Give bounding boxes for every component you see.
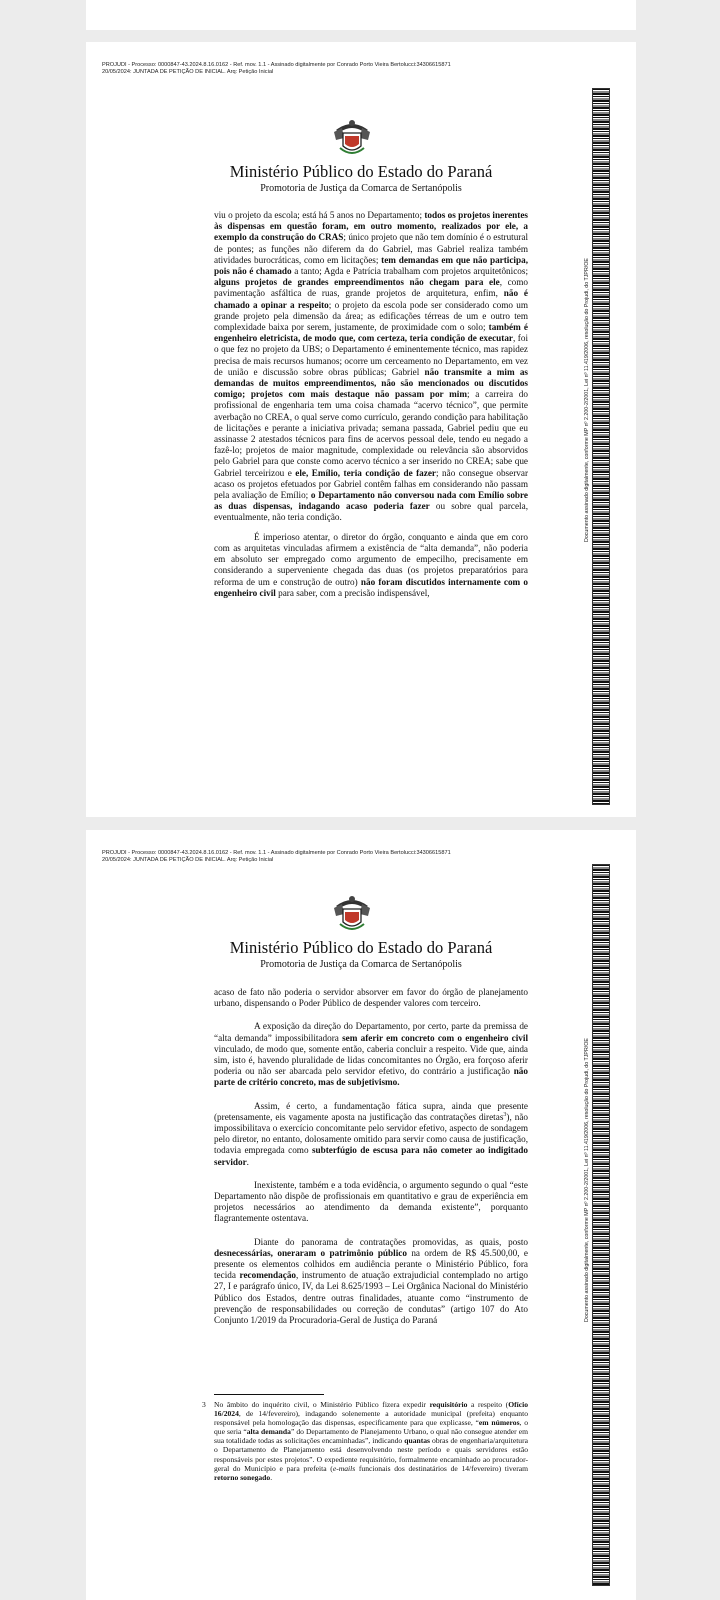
text-run: requisitório — [429, 1400, 468, 1409]
projudi-header-line1: PROJUDI - Processo: 0000847-43.2024.8.16.0162 - Ref. mov. 1.1 - Assinado digitalmente por Conrado Porto Vieira Bertolucci:34306615871 — [102, 62, 451, 68]
text-run: Assim, é certo, a fundamentação fática supra, ainda que presente (pretensamente, eis vagamente aposta na justificação das contratações diretas — [214, 1100, 528, 1122]
projudi-header-line2: 20/05/2024: JUNTADA DE PETIÇÃO DE INICIAL. Arq: Petição Inicial — [102, 857, 274, 863]
text-run: não transmite a mim as demandas de muitos empreendimentos, não são mencionados ou discutidos comigo; projetos com mais destaque não passam por mim — [214, 366, 528, 400]
footnote-number: 3 — [202, 1400, 206, 1409]
parana-crest-icon — [332, 892, 372, 936]
org-subtitle: Promotoria de Justiça da Comarca de Sertanópolis — [260, 959, 462, 970]
org-subtitle: Promotoria de Justiça da Comarca de Sertanópolis — [260, 183, 462, 194]
stamp-line1: Documento assinado digitalmente, conforme MP nº 2.200-2/2001, Lei nº 11.419/2006, resolução do Projudi, do TJPR/OE — [584, 258, 590, 542]
text-run: ; o projeto da escola pode ser considerado como um grande projeto pela dimensão da área; as edificações térreas de um e outro tem complexidade baixa por serem, justamente, de proximidade com o solo; — [214, 299, 528, 333]
barcode-strip — [592, 864, 610, 1586]
text-run: É imperioso atentar, o diretor do órgão, conquanto e ainda que em coro com as arquitetas vinculadas afirmem a existência de “alta demanda”, não poderia em absoluto ser empregado como argumento de empecilho, precisamente em considerando a superveniente chegada das duas (os projetos preparatórios para reforma de um e construção de outro) — [214, 531, 528, 587]
text-run: quantas — [404, 1436, 430, 1446]
text-run: e-mails — [332, 1463, 356, 1473]
org-title: Ministério Público do Estado do Paraná — [229, 938, 493, 957]
text-run: em números — [478, 1418, 520, 1428]
text-run: subterfúgio de escusa para não cometer ao indigitado servidor — [214, 1145, 528, 1167]
text-run: alta demanda — [246, 1427, 291, 1437]
text-run: também é engenheiro eletricista, de modo que, com certeza, teria condição de executar — [214, 322, 528, 344]
text-run: obras de engenharia/arquitetura o Departamento de Planejamento está desenvolvendo neste período e quais servidores estão responsáveis por estes projetos”. O expediente requisitório, formalmente encaminhado ao procurador-geral do Município e para prefeita ( — [214, 1436, 528, 1473]
document-page-2 — [86, 830, 636, 1600]
body-paragraph — [214, 1237, 528, 1327]
stamp-line1: Documento assinado digitalmente, conforme MP nº 2.200-2/2001, Lei nº 11.419/2006, resolução do Projudi, do TJPR/OE — [584, 1038, 590, 1322]
text-run: acaso de fato não poderia o servidor absorver em favor do órgão de planejamento urbano, dispensando o Poder Público de despender valores com terceiro. — [214, 987, 528, 1009]
footnote — [202, 1400, 529, 1482]
page-body — [214, 987, 528, 1334]
text-run: a respeito ( — [467, 1400, 509, 1409]
parana-crest-icon — [332, 116, 372, 160]
barcode-strip — [592, 88, 610, 805]
text-run: viu o projeto da escola; está há 5 anos no Departamento; — [214, 210, 425, 220]
text-run: tem demandas em que não participa, pois não é chamado — [214, 254, 528, 277]
body-paragraph — [214, 210, 528, 524]
body-paragraph — [214, 532, 528, 599]
text-run: ” do Departamento de Planejamento Urbano, o qual não consegue atender em sua totalidade todas as solicitações encaminhadas”, indicando — [214, 1427, 529, 1446]
text-run: retorno sonegado — [214, 1472, 271, 1482]
text-run: A exposição da direção do Departamento, por certo, parte da premissa de “alta demanda” impossibilitadora — [214, 1021, 528, 1043]
text-run: para saber, com a precisão indispensável, — [275, 587, 430, 598]
text-run: todos os projetos inerentes às dispensas em questão foram, em outro momento, realizados por ele, a exemplo da construção do CRAS — [214, 210, 528, 243]
text-run: não é chamado a opinar a respeito — [214, 288, 529, 310]
text-run: vinculado, de modo que, somente então, caberia concluir a respeito. Vide que, ainda sim, isto é, havendo pluralidade de lidas concomitantes no Órgão, era forçoso aferir poderia ou não ser abarcada pelo servidor efetivo, do contrário a justificação — [214, 1043, 528, 1077]
text-run: o Departamento não conversou nada com Emílio sobre as duas dispensas, indagando acaso poderia fazer — [214, 490, 529, 512]
text-run: não foram discutidos internamente com o engenheiro civil — [214, 576, 528, 598]
text-run: a tanto; Agda e Patrícia trabalham com projetos arquitetônicos; — [291, 266, 528, 277]
footnote-text — [214, 1400, 528, 1482]
previous-page-bottom — [86, 0, 636, 30]
document-page-1 — [86, 42, 636, 817]
text-run: sem aferir em concreto com o engenheiro civil — [342, 1032, 528, 1043]
body-paragraph — [214, 987, 528, 1009]
text-run: ou sobre qual parcela, eventualmente, não teria condição. — [214, 501, 528, 523]
text-run: ), não impossibilitava o exercício concomitante pelo servidor efetivo, aspecto de sondagem pelo diretor, no entanto, dolosamente omitido para servir como causa de justificação, todavia empregada como — [214, 1111, 529, 1156]
text-run: alguns projetos de grandes empreendimentos não chegam para ele — [214, 277, 500, 288]
footnote-ref: 3 — [503, 1111, 507, 1118]
text-run: Diante do panorama de contratações promovidas, as quais, posto — [254, 1236, 528, 1247]
text-run: ele, Emílio, teria condição de fazer — [295, 467, 437, 478]
projudi-header-line2: 20/05/2024: JUNTADA DE PETIÇÃO DE INICIAL. Arq: Petição Inicial — [102, 69, 274, 75]
body-paragraph — [214, 1101, 528, 1168]
text-run: , instrumento de atuação extrajudicial contemplado no artigo 27, I e parágrafo único, IV, da Lei 8.625/1993 – Lei Orgânica Nacional do Ministério Público dos Estados, dentre outras finalidades, atuante como “instrumento de prevenção de responsabilidades ou correção de condutas” (artigo 107 do Ato Conjunto 1/2019 da Procuradoria-Geral de Justiça do Paraná — [214, 1270, 529, 1326]
text-run: recomendação — [239, 1270, 297, 1281]
text-run: Ofício 16/2024 — [214, 1400, 529, 1419]
text-run: na ordem de R$ 45.500,00, e presente os elementos colhidos em audiência perante o Ministério Público, fora tecida — [214, 1247, 528, 1281]
text-run: ; a carreira do profissional de engenharia tem uma coisa chamada “acervo técnico”, que permite averbação no CREA, o qual serve como currículo, gerando condição para habilitação de licitações e perante a iniciativa privada; semana passada, Gabriel pediu que eu assinasse 2 atestados técnicos para fins de acervos pessoal dele, tendo eu negado a fazê-lo; projetos de maior magnitude, complexidade ou relevância são absorvidos pelo Gabriel para que conste como acervo técnico a ser inserido no CREA; sabe que Gabriel terceirizou e — [214, 389, 528, 478]
page-body — [214, 210, 528, 607]
projudi-header — [102, 62, 572, 76]
text-run: . — [246, 1156, 249, 1167]
text-run: ; não consegue observar acaso os projetos efetuados por Gabriel contêm falhas em considerando não passam pela avaliação de Emílio; — [214, 467, 529, 501]
text-run: Inexistente, também e a toda evidência, o argumento segundo o qual “este Departamento não dispõe de profissionais em quantitativo e grau de experiência em projetos necessários ao atendimento da demanda existente”, porquanto flagrantemente ostentava. — [214, 1179, 528, 1224]
text-run: , o que seria “ — [214, 1418, 529, 1437]
text-run: funcionais dos destinatários de 14/fevereiro) tiveram — [355, 1463, 529, 1473]
body-paragraph — [214, 1021, 528, 1088]
body-paragraph — [214, 1180, 528, 1225]
projudi-header-line1: PROJUDI - Processo: 0000847-43.2024.8.16.0162 - Ref. mov. 1.1 - Assinado digitalmente por Conrado Porto Vieira Bertolucci:34306615871 — [102, 850, 451, 856]
text-run: , foi o que fez no projeto da UBS; o Departamento é eminentemente técnico, mas rapidez precisa de mais recursos humanos; ocorre um cerceamento no Departamento, em vez de união e discussão sobre obras públicas; Gabriel — [214, 333, 528, 377]
text-run: No âmbito do inquérito civil, o Ministério Público fizera expedir — [214, 1400, 430, 1409]
text-run: . — [270, 1472, 273, 1482]
footnote-separator — [214, 1394, 324, 1395]
text-run: desnecessárias, oneraram o patrimônio público — [214, 1247, 407, 1258]
text-run: não parte de critério concreto, mas de subjetivismo. — [214, 1066, 528, 1088]
text-run: , de 14/fevereiro), indagando solenemente a autoridade municipal (prefeita) enquanto responsável pela homologação das dispensas, especificamente para que explicasse, “ — [214, 1409, 528, 1428]
projudi-header — [102, 850, 572, 864]
text-run: , como pavimentação asfáltica de ruas, grande projetos de arquitetura, enfim, — [214, 277, 528, 299]
text-run: ; único projeto que não tem domínio é o estrutural de pontes; as funções não diferem da do Gabriel, mas Gabriel realiza também atividades burocráticas, como em licitações; — [214, 232, 528, 265]
org-title: Ministério Público do Estado do Paraná — [229, 162, 493, 181]
